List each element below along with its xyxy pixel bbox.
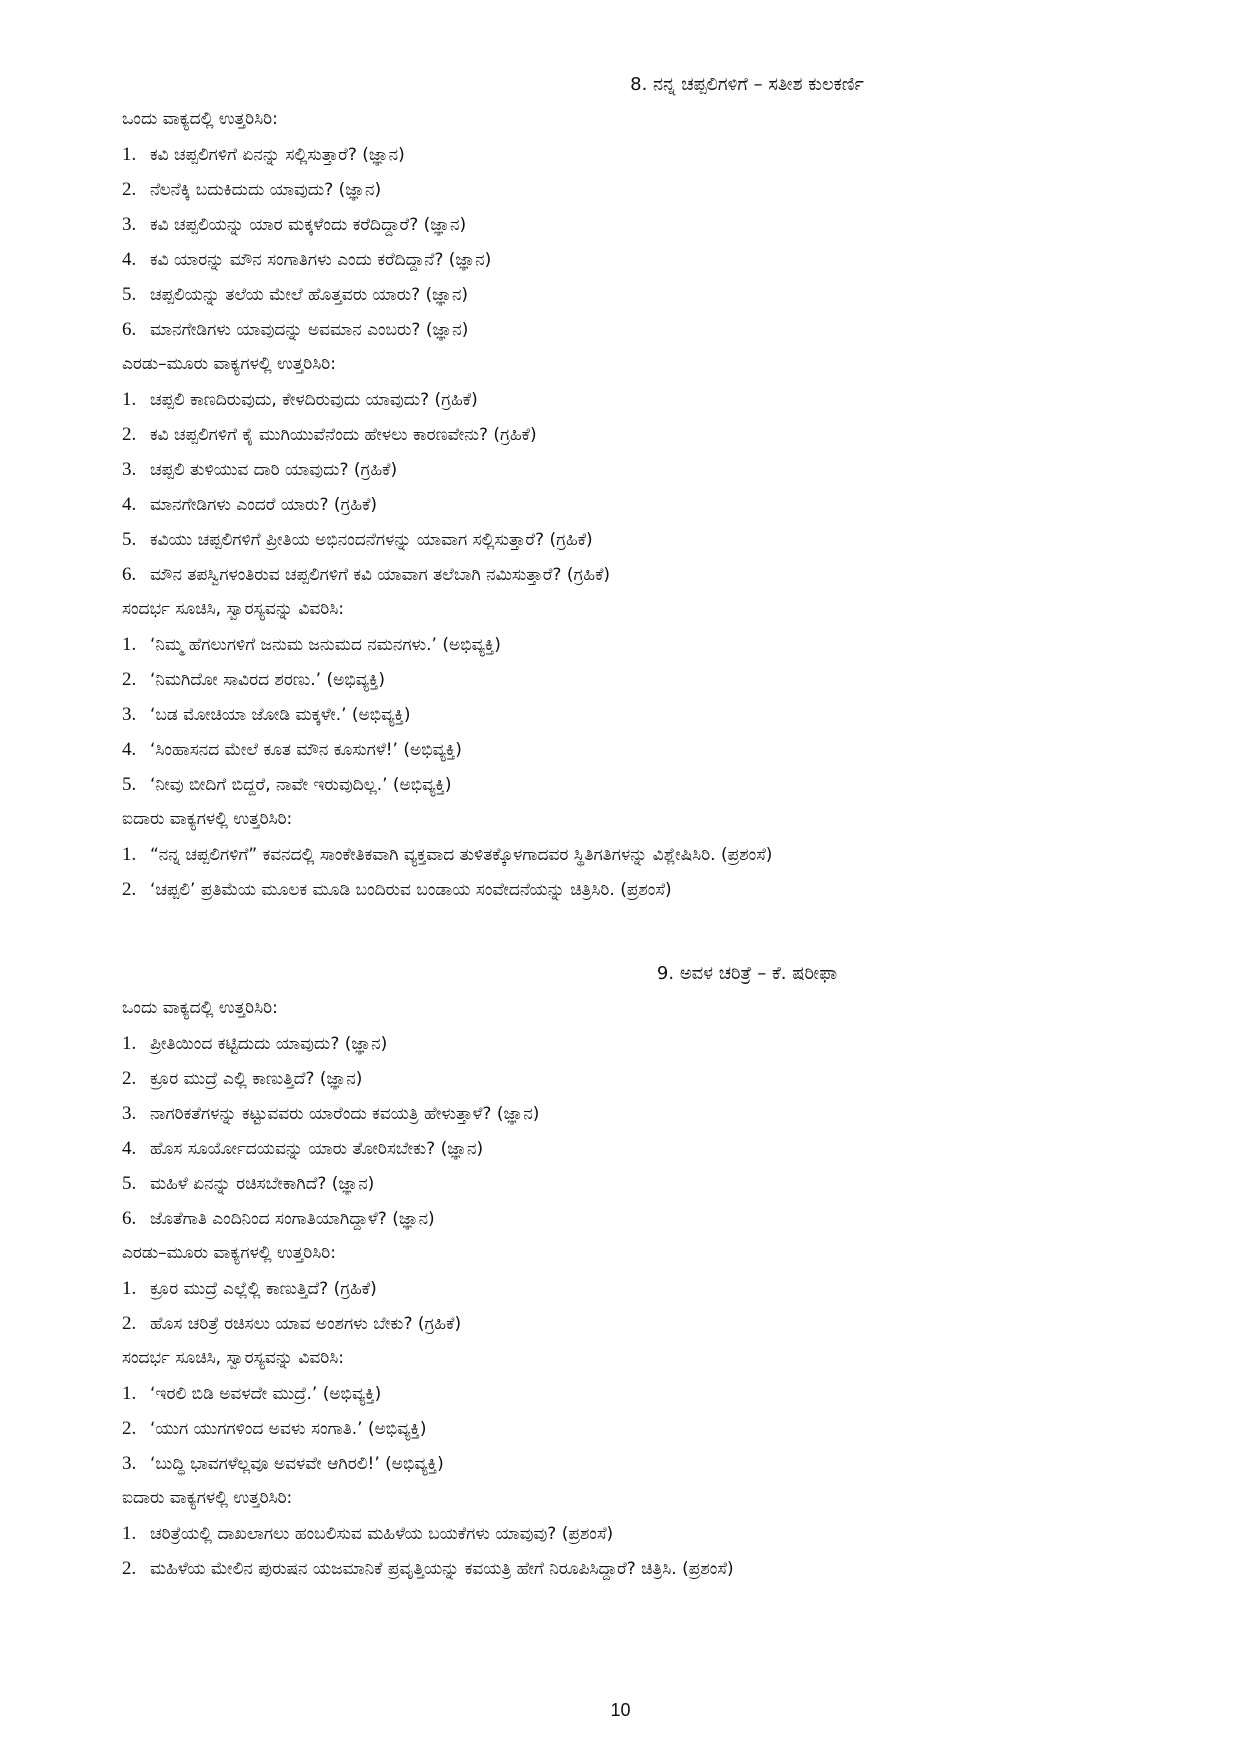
question-number: 2. (122, 179, 137, 200)
question-number: 5. (122, 284, 137, 305)
question-text: “ನನ್ನ ಚಪ್ಪಲಿಗಳಿಗೆ” ಕವನದಲ್ಲಿ ಸಾಂಕೇತಿಕವಾಗಿ ವ್ಯಕ್ತವಾದ ತುಳಿತಕ್ಕೊಳಗಾದವರ ಸ್ಥಿತಿಗತಿಗಳನ್ನು ವಿಶ್ಲೇಷಿಸಿರಿ. (ಪ್ರಶಂಸೆ) (150, 845, 773, 865)
question-number: 4. (122, 494, 137, 515)
question-item (122, 1376, 1122, 1411)
question-text: ನೆಲನೆಕ್ಕಿ ಬದುಕಿದುದು ಯಾವುದು? (ಜ್ಞಾನ) (150, 180, 382, 200)
question-text: ಚಪ್ಪಲಿ ತುಳಿಯುವ ದಾರಿ ಯಾವುದು? (ಗ್ರಹಿಕೆ) (150, 460, 398, 480)
question-number: 2. (122, 424, 137, 445)
question-text: ‘ಇರಲಿ ಬಿಡಿ ಅವಳದೇ ಮುದ್ರೆ.’ (ಅಭಿವ್ಯಕ್ತಿ) (150, 1384, 382, 1404)
question-number: 2. (122, 1558, 137, 1579)
question-number: 3. (122, 704, 137, 725)
lesson-section (122, 957, 1122, 1586)
question-text: ಹೊಸ ಚರಿತ್ರೆ ರಚಿಸಲು ಯಾವ ಅಂಶಗಳು ಬೇಕು? (ಗ್ರಹಿಕೆ) (150, 1314, 462, 1334)
question-number: 4. (122, 249, 137, 270)
question-item (122, 1551, 1122, 1586)
question-text: ‘ಸಿಂಹಾಸನದ ಮೇಲೆ ಕೂತ ಮೌನ ಕೂಸುಗಳೆ!’ (ಅಭಿವ್ಯಕ್ತಿ) (150, 740, 462, 760)
question-text: ಜೊತೆಗಾತಿ ಎಂದಿನಿಂದ ಸಂಗಾತಿಯಾಗಿದ್ದಾಳೆ? (ಜ್ಞಾನ) (150, 1209, 435, 1229)
question-text: ಕವಿ ಚಪ್ಪಲಿಯನ್ನು ಯಾರ ಮಕ್ಕಳೆಂದು ಕರೆದಿದ್ದಾರೆ? (ಜ್ಞಾನ) (150, 215, 467, 235)
question-item (122, 837, 1122, 872)
question-number: 2. (122, 1418, 137, 1439)
question-item (122, 1026, 1122, 1061)
question-item (122, 1061, 1122, 1096)
question-text: ‘ನಿಮ್ಮ ಹೆಗಲುಗಳಿಗೆ ಜನುಮ ಜನುಮದ ನಮನಗಳು.’ (ಅಭಿವ್ಯಕ್ತಿ) (150, 635, 501, 655)
question-group-instruction: ಐದಾರು ವಾಕ್ಯಗಳಲ್ಲಿ ಉತ್ತರಿಸಿರಿ: (122, 809, 293, 829)
question-item (122, 1166, 1122, 1201)
question-item (122, 172, 1122, 207)
question-text: ಚಪ್ಪಲಿಯನ್ನು ತಲೆಯ ಮೇಲೆ ಹೊತ್ತವರು ಯಾರು? (ಜ್ಞಾನ) (150, 285, 469, 305)
question-item (122, 1271, 1122, 1306)
question-number: 1. (122, 1523, 137, 1544)
question-text: ‘ಯುಗ ಯುಗಗಳಿಂದ ಅವಳು ಸಂಗಾತಿ.’ (ಅಭಿವ್ಯಕ್ತಿ) (150, 1419, 427, 1439)
question-text: ‘ಬಡ ಮೋಚಿಯಾ ಜೋಡಿ ಮಕ್ಕಳೇ.’ (ಅಭಿವ್ಯಕ್ತಿ) (150, 705, 411, 725)
question-text: ಕ್ರೂರ ಮುದ್ರೆ ಎಲ್ಲೆಲ್ಲಿ ಕಾಣುತ್ತಿದೆ? (ಗ್ರಹಿಕೆ) (150, 1279, 377, 1299)
question-number: 5. (122, 529, 137, 550)
question-number: 1. (122, 1278, 137, 1299)
question-item (122, 872, 1122, 907)
question-number: 3. (122, 459, 137, 480)
question-text: ಕವಿ ಚಪ್ಪಲಿಗಳಿಗೆ ಏನನ್ನು ಸಲ್ಲಿಸುತ್ತಾರೆ? (ಜ್ಞಾನ) (150, 145, 405, 165)
question-item (122, 137, 1122, 172)
question-number: 1. (122, 389, 137, 410)
question-text: ಮಾನಗೇಡಿಗಳು ಯಾವುದನ್ನು ಅವಮಾನ ಎಂಬರು? (ಜ್ಞಾನ) (150, 320, 469, 340)
question-number: 3. (122, 1103, 137, 1124)
question-group-instruction: ಒಂದು ವಾಕ್ಯದಲ್ಲಿ ಉತ್ತರಿಸಿರಿ: (122, 109, 278, 129)
question-item (122, 1201, 1122, 1236)
question-number: 4. (122, 739, 137, 760)
question-text: ‘ನಿಮಗಿದೋ ಸಾವಿರದ ಶರಣು.’ (ಅಭಿವ್ಯಕ್ತಿ) (150, 670, 386, 690)
question-item (122, 1306, 1122, 1341)
question-text: ಚಪ್ಪಲಿ ಕಾಣದಿರುವುದು, ಕೇಳದಿರುವುದು ಯಾವುದು? (ಗ್ರಹಿಕೆ) (150, 390, 478, 410)
question-number: 1. (122, 144, 137, 165)
question-number: 2. (122, 1313, 137, 1334)
question-number: 2. (122, 1068, 137, 1089)
question-number: 1. (122, 1033, 137, 1054)
question-text: ಪ್ರೀತಿಯಿಂದ ಕಟ್ಟಿದುದು ಯಾವುದು? (ಜ್ಞಾನ) (150, 1034, 388, 1054)
question-item (122, 1411, 1122, 1446)
section-heading: 9. ಅವಳ ಚರಿತ್ರೆ – ಕೆ. ಷರೀಫಾ (656, 963, 838, 984)
question-group-instruction: ಐದಾರು ವಾಕ್ಯಗಳಲ್ಲಿ ಉತ್ತರಿಸಿರಿ: (122, 1488, 293, 1508)
question-item (122, 1446, 1122, 1481)
question-item (122, 417, 1122, 452)
section-heading: 8. ನನ್ನ ಚಪ್ಪಲಿಗಳಿಗೆ – ಸತೀಶ ಕುಲಕರ್ಣಿ (630, 74, 864, 95)
question-text: ಕವಿ ಚಪ್ಪಲಿಗಳಿಗೆ ಕೈ ಮುಗಿಯುವೆನೆಂದು ಹೇಳಲು ಕಾರಣವೇನು? (ಗ್ರಹಿಕೆ) (150, 425, 537, 445)
question-group-instruction: ಎರಡು–ಮೂರು ವಾಕ್ಯಗಳಲ್ಲಿ ಉತ್ತರಿಸಿರಿ: (122, 1243, 336, 1263)
question-number: 1. (122, 634, 137, 655)
question-group-instruction: ಸಂದರ್ಭ ಸೂಚಿಸಿ, ಸ್ವಾರಸ್ಯವನ್ನು ವಿವರಿಸಿ: (122, 1348, 345, 1368)
question-number: 1. (122, 1383, 137, 1404)
question-number: 1. (122, 844, 137, 865)
question-item (122, 1096, 1122, 1131)
question-item (122, 697, 1122, 732)
question-group-instruction: ಎರಡು–ಮೂರು ವಾಕ್ಯಗಳಲ್ಲಿ ಉತ್ತರಿಸಿರಿ: (122, 354, 336, 374)
question-text: ನಾಗರಿಕತೆಗಳನ್ನು ಕಟ್ಟುವವರು ಯಾರೆಂದು ಕವಯತ್ರಿ ಹೇಳುತ್ತಾಳೆ? (ಜ್ಞಾನ) (150, 1104, 540, 1124)
page-number: 10 (610, 1700, 631, 1720)
lesson-section (122, 68, 1122, 907)
question-text: ಕವಿಯು ಚಪ್ಪಲಿಗಳಿಗೆ ಪ್ರೀತಿಯ ಅಭಿನಂದನೆಗಳನ್ನು ಯಾವಾಗ ಸಲ್ಲಿಸುತ್ತಾರೆ? (ಗ್ರಹಿಕೆ) (150, 530, 593, 550)
question-text: ಕ್ರೂರ ಮುದ್ರೆ ಎಲ್ಲಿ ಕಾಣುತ್ತಿದೆ? (ಜ್ಞಾನ) (150, 1069, 363, 1089)
question-item (122, 207, 1122, 242)
question-text: ಕವಿ ಯಾರನ್ನು ಮೌನ ಸಂಗಾತಿಗಳು ಎಂದು ಕರೆದಿದ್ದಾನೆ? (ಜ್ಞಾನ) (150, 250, 492, 270)
question-text: ಮಾನಗೇಡಿಗಳು ಎಂದರೆ ಯಾರು? (ಗ್ರಹಿಕೆ) (150, 495, 378, 515)
question-text: ಚರಿತ್ರೆಯಲ್ಲಿ ದಾಖಲಾಗಲು ಹಂಬಲಿಸುವ ಮಹಿಳೆಯ ಬಯಕೆಗಳು ಯಾವುವು? (ಪ್ರಶಂಸೆ) (150, 1524, 614, 1544)
question-item (122, 487, 1122, 522)
question-text: ‘ಬುದ್ಧಿ ಭಾವಗಳೆಲ್ಲವೂ ಅವಳವೇ ಆಗಿರಲಿ!’ (ಅಭಿವ್ಯಕ್ತಿ) (150, 1454, 444, 1474)
question-text: ಮಹಿಳೆ ಏನನ್ನು ರಚಿಸಬೇಕಾಗಿದೆ? (ಜ್ಞಾನ) (150, 1174, 375, 1194)
question-group-instruction: ಸಂದರ್ಭ ಸೂಚಿಸಿ, ಸ್ವಾರಸ್ಯವನ್ನು ವಿವರಿಸಿ: (122, 599, 345, 619)
question-item (122, 1131, 1122, 1166)
question-number: 6. (122, 564, 137, 585)
question-item (122, 242, 1122, 277)
question-item (122, 1516, 1122, 1551)
question-number: 5. (122, 774, 137, 795)
question-group-instruction: ಒಂದು ವಾಕ್ಯದಲ್ಲಿ ಉತ್ತರಿಸಿರಿ: (122, 998, 278, 1018)
question-item (122, 277, 1122, 312)
question-item (122, 382, 1122, 417)
question-item (122, 662, 1122, 697)
question-number: 3. (122, 1453, 137, 1474)
question-number: 6. (122, 319, 137, 340)
question-text: ಮೌನ ತಪಸ್ವಿಗಳಂತಿರುವ ಚಪ್ಪಲಿಗಳಿಗೆ ಕವಿ ಯಾವಾಗ ತಲೆಬಾಗಿ ನಮಿಸುತ್ತಾರೆ? (ಗ್ರಹಿಕೆ) (150, 565, 611, 585)
question-number: 5. (122, 1173, 137, 1194)
question-item (122, 452, 1122, 487)
question-text: ಮಹಿಳೆಯ ಮೇಲಿನ ಪುರುಷನ ಯಜಮಾನಿಕೆ ಪ್ರವೃತ್ತಿಯನ್ನು ಕವಯತ್ರಿ ಹೇಗೆ ನಿರೂಪಿಸಿದ್ದಾರೆ? ಚಿತ್ರಿಸಿ. (ಪ್ರಶಂಸೆ) (150, 1559, 734, 1579)
question-number: 4. (122, 1138, 137, 1159)
question-number: 6. (122, 1208, 137, 1229)
question-item (122, 557, 1122, 592)
question-text: ‘ಚಪ್ಪಲಿ’ ಪ್ರತಿಮೆಯ ಮೂಲಕ ಮೂಡಿ ಬಂದಿರುವ ಬಂಡಾಯ ಸಂವೇದನೆಯನ್ನು ಚಿತ್ರಿಸಿರಿ. (ಪ್ರಶಂಸೆ) (150, 880, 672, 900)
question-item (122, 732, 1122, 767)
question-number: 2. (122, 879, 137, 900)
question-item (122, 522, 1122, 557)
question-number: 2. (122, 669, 137, 690)
question-text: ‘ನೀವು ಬೀದಿಗೆ ಬಿದ್ದರೆ, ನಾವೇ ಇರುವುದಿಲ್ಲ.’ (ಅಭಿವ್ಯಕ್ತಿ) (150, 775, 452, 795)
question-text: ಹೊಸ ಸೂರ್ಯೋದಯವನ್ನು ಯಾರು ತೋರಿಸಬೇಕು? (ಜ್ಞಾನ) (150, 1139, 484, 1159)
question-item (122, 767, 1122, 802)
question-item (122, 312, 1122, 347)
question-number: 3. (122, 214, 137, 235)
question-item (122, 627, 1122, 662)
